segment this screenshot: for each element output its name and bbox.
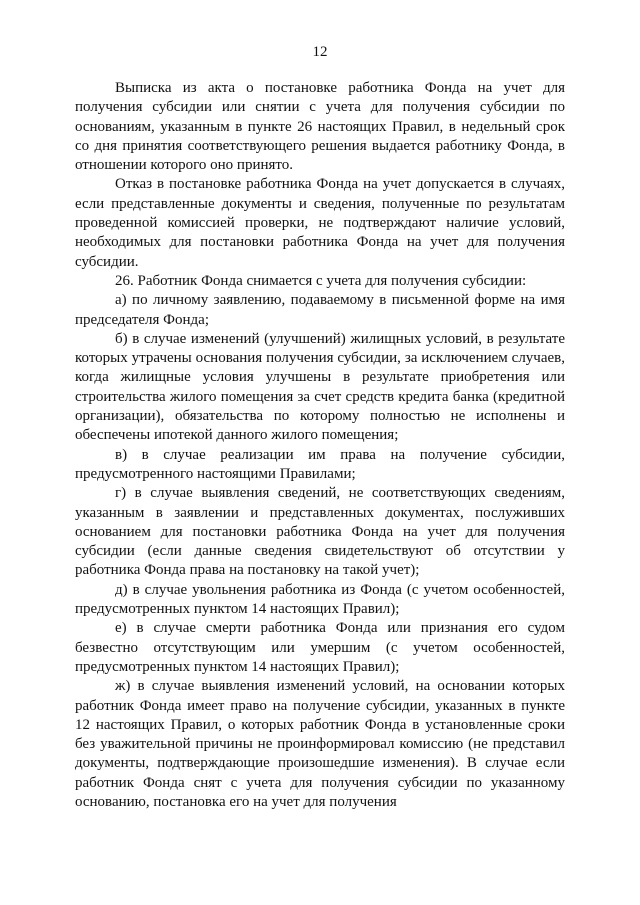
paragraph-item-26-d: д) в случае увольнения работника из Фонда (с учетом особенностей, предусмотренных пунктом 14 настоящих Правил); bbox=[75, 581, 565, 618]
page-number: 12 bbox=[312, 44, 328, 60]
paragraph-item-26-heading: 26. Работник Фонда снимается с учета для получения субсидии: bbox=[115, 272, 527, 289]
paragraph-item-26-a: а) по личному заявлению, подаваемому в письменной форме на имя председателя Фонда; bbox=[75, 292, 565, 328]
paragraph-item-26-b: б) в случае изменений (улучшений) жилищных условий, в результате которых утрачены основания получения субсидии, за исключением случаев, когда жилищные условия улучшены в результате приобретения или строительства жилого помещения за счет средств кредита банка (кредитной организации), обязательства по которому полностью не исполнены и обеспечены ипотекой данного жилого помещения; bbox=[75, 330, 565, 444]
document-body bbox=[75, 79, 565, 812]
paragraph-item-26-zh: ж) в случае выявления изменений условий, на основании которых работник Фонда имеет право на получение субсидии, указанных в пункте 12 настоящих Правил, о которых работник Фонда в установленные сроки без уважительной причины не проинформировал комиссию (не представил документы, подтверждающие произошедшие изменения). В случае если работник Фонда снят с учета для получения субсидии по указанному основанию, постановка его на учет для получения bbox=[75, 678, 565, 810]
paragraph-item-26-v: в) в случае реализации им права на получение субсидии, предусмотренного настоящими Правилами; bbox=[75, 446, 565, 482]
paragraph-item-26-e: е) в случае смерти работника Фонда или признания его судом безвестно отсутствующим или умершим (с учетом особенностей, предусмотренных пунктом 14 настоящих Правил); bbox=[75, 620, 565, 675]
paragraph-extract-issuance: Выписка из акта о постановке работника Фонда на учет для получения субсидии или снятии с учета для получения субсидии по основаниям, указанным в пункте 26 настоящих Правил, в недельный срок со дня принятия соответствующего решения выдается работнику Фонда, в отношении которого оно принято. bbox=[75, 80, 565, 174]
paragraph-refusal-cases: Отказ в постановке работника Фонда на учет допускается в случаях, если представленные документы и сведения, полученные по результатам проведенной комиссией проверки, не подтверждают наличие условий, необходимых для постановки работника Фонда на учет для получения субсидии. bbox=[75, 176, 565, 270]
paragraph-item-26-g: г) в случае выявления сведений, не соответствующих сведениям, указанным в заявлении и представленных документах, послуживших основанием для постановки работника Фонда на учет для получения субсидии (если данные сведения свидетельствуют об отсутствии у работника Фонда права на постановку на такой учет); bbox=[75, 485, 565, 579]
